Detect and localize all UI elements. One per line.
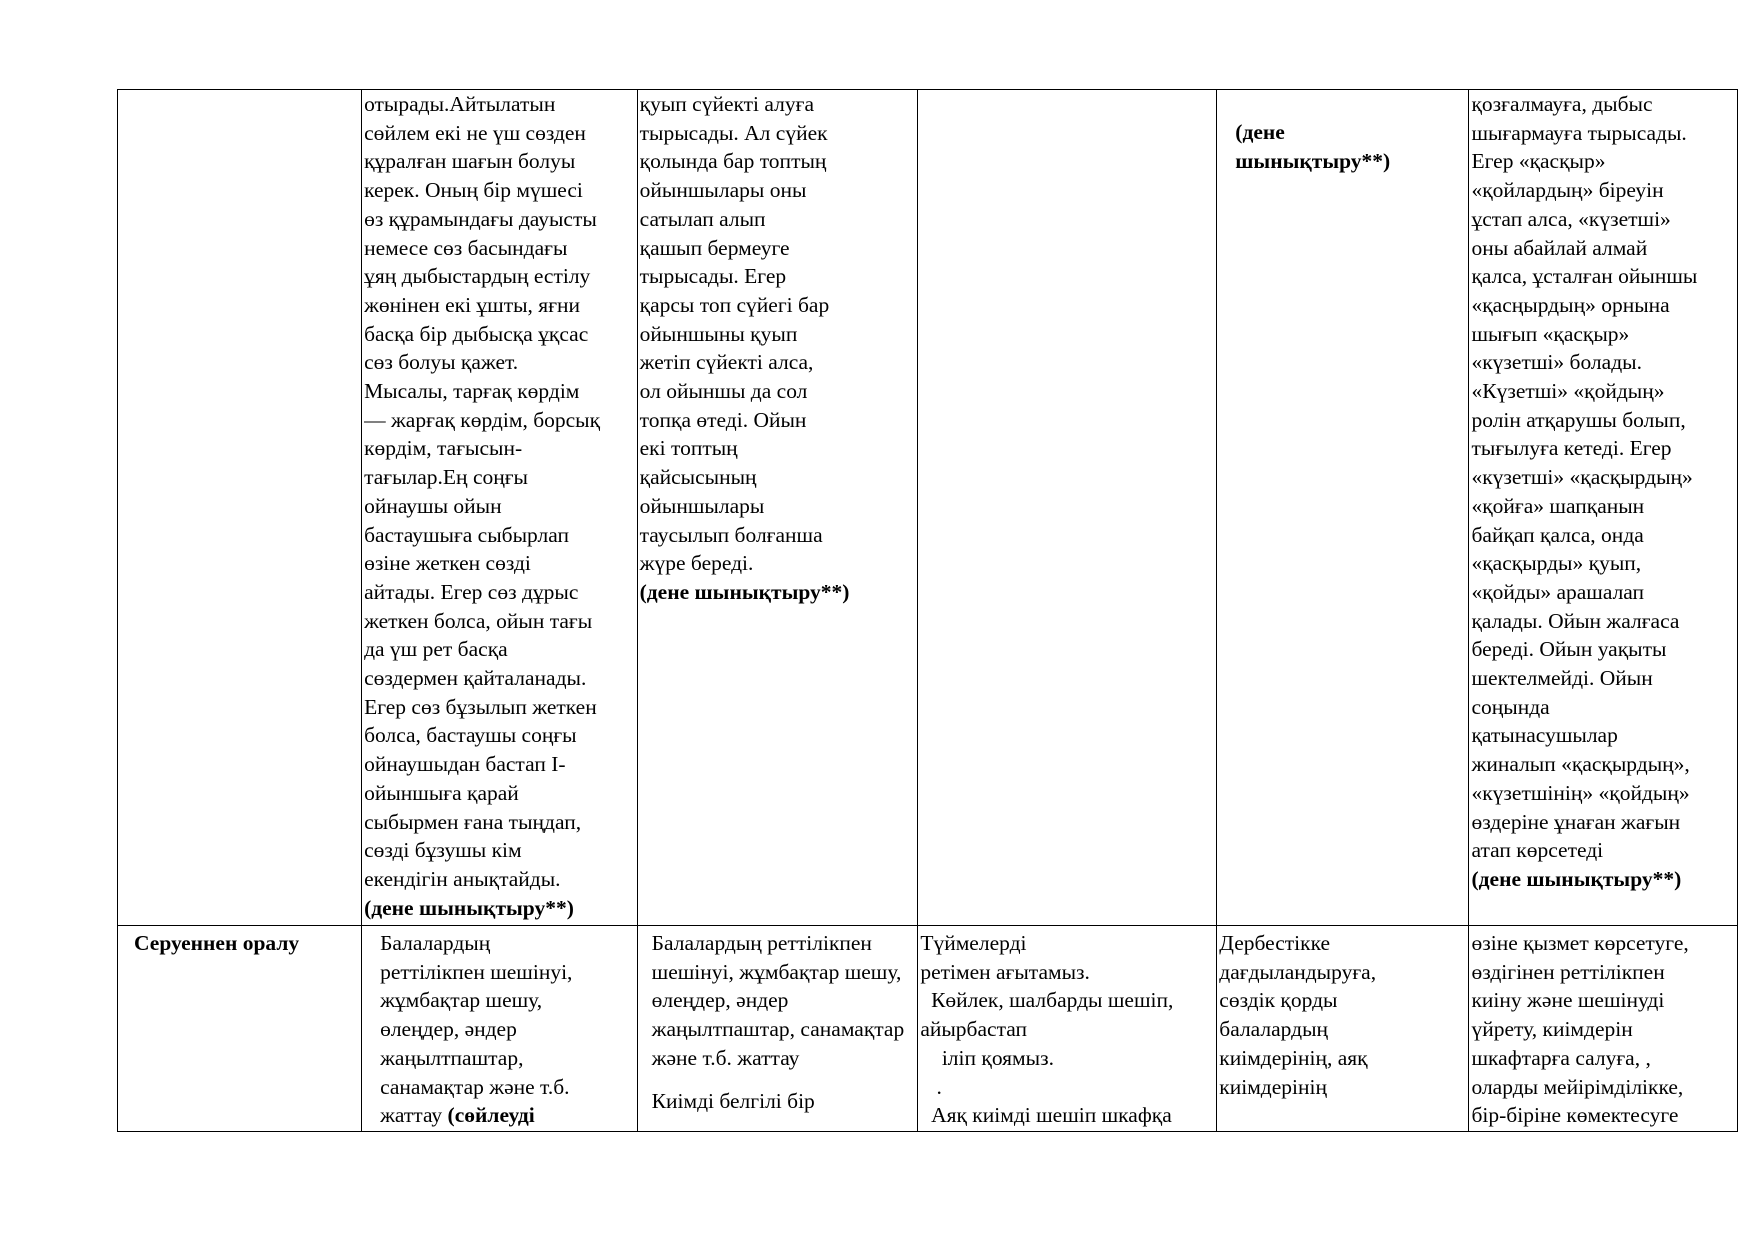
row2-col5-text: өзіне қызмет көрсетуге, өздігінен реттілікпен киіну және шешінуді үйрету, киімдерін шкафтарға салуға, , оларды мейірімділікке, бір-біріне көмектесуге <box>1471 931 1689 1128</box>
row2-col5-cell <box>1469 926 1738 1132</box>
table-row <box>118 926 1738 1132</box>
row2-col1-text: Балалардың реттілікпен шешінуі, жұмбақтар шешу, өлеңдер, әндер жаңылтпаштар, санамақтар және т.б. жаттау <box>380 931 573 1128</box>
row1-col1-bold: (дене шынықтыру**) <box>364 895 574 920</box>
row2-col1-cell <box>362 926 638 1132</box>
row2-col0-cell <box>118 926 362 1132</box>
row1-col0-cell <box>118 90 362 926</box>
plan-table <box>117 89 1738 1132</box>
row1-col2-cell <box>637 90 918 926</box>
row1-col5-bold: (дене шынықтыру**) <box>1471 866 1682 891</box>
row1-col3-cell <box>918 90 1217 926</box>
row1-col5-cell <box>1469 90 1738 926</box>
row2-col3-cell <box>918 926 1217 1132</box>
row2-col2-text-a: Балалардың реттілікпен шешінуі, жұмбақтар шешу, өлеңдер, әндер жаңылтпаштар, санамақтар және т.б. жаттау <box>651 931 905 1070</box>
row1-col1-cell <box>362 90 638 926</box>
row2-col2-spacer <box>652 1073 916 1087</box>
row1-col4-spacer <box>1219 90 1466 118</box>
row1-col2-bold: (дене шынықтыру**) <box>639 579 850 604</box>
row2-col3-text: Түймелерді ретімен ағытамыз. Көйлек, шалбарды шешіп, айырбастап іліп қоямыз. . Аяқ киімді шешіп шкафқа <box>920 931 1174 1128</box>
row2-col4-text: Дербестікке дағдыландыруға, сөздік қорды балалардың киімдерінің, аяқ киімдерінің <box>1219 931 1377 1099</box>
row1-col2-text: қуып сүйекті алуға тырысады. Ал сүйек қолында бар топтың ойыншылары оны сатылап алып қашып бермеуге тырысады. Егер қарсы топ сүйегі бар ойыншыны қуып жетіп сүйекті алса, ол ойыншы да сол топқа өтеді. Ойын екі топтың қайсысының ойыншылары таусылып болғанша жүре береді. <box>639 92 830 576</box>
row2-col4-cell <box>1217 926 1469 1132</box>
row1-col4-cell <box>1217 90 1469 926</box>
table-row <box>118 90 1738 926</box>
row1-col5-text: қозғалмауға, дыбыс шығармауға тырысады. Егер «қасқыр» «қойлардың» біреуін ұстап алса, «күзетші» оны абайлай алмай қалса, ұсталған ойыншы «қасңырдың» орнына шығып «қасқыр» «күзетші» болады. «Күзетші» «қойдың» ролін атқарушы болып, тығылуға кетеді. Егер «күзетші» «қасқырдың» «қойға» шапқанын байқап қалса, онда «қасқырды» қуып, «қойды» арашалап қалады. Ойын жалғаса береді. Ойын уақыты шектелмейді. Ойын соңында қатынасушылар жиналып «қасқырдың», «күзетшінің» «қойдың» өздеріне ұнаған жағын атап көрсетеді <box>1471 92 1698 863</box>
row2-col0-bold: Серуеннен оралу <box>134 931 300 955</box>
row2-col2-cell <box>637 926 918 1132</box>
row1-col4-bold: (дене шынықтыру**) <box>1235 120 1391 173</box>
row2-col2-text-b: Киімді белгілі бір <box>651 1088 815 1113</box>
row2-col1-bold: (сөйлеуді <box>447 1103 535 1128</box>
row1-col1-text: отырады.Айтылатын сөйлем екі не үш сөзден құралған шағын болуы керек. Оның бір мүшесі өз құрамындағы дауысты немесе сөз басындағы ұяң дыбыстардың естілу жөнінен екі ұшты, яғни басқа бір дыбысқа ұқсас сөз болуы қажет. Мысалы, тарғақ көрдім — жарғақ көрдім, борсық көрдім, тағысын- тағылар.Ең соңғы ойнаушы ойын бастаушыға сыбырлап өзіне жеткен сөзді айтады. Егер сөз дұрыс жеткен болса, ойын тағы да үш рет басқа сөздермен қайталанады. Егер сөз бұзылып жеткен болса, бастаушы соңғы ойнаушыдан бастап І- ойыншыға қарай сыбырмен ғана тыңдап, сөзді бұзушы кім екендігін анықтайды. <box>364 92 601 891</box>
